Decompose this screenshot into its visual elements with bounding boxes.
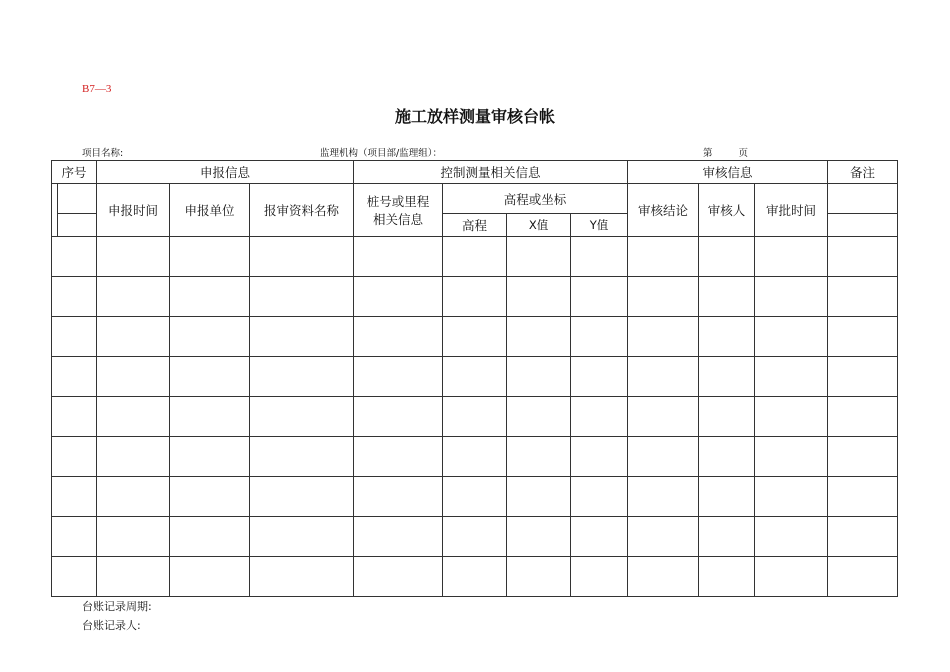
table-cell[interactable] bbox=[699, 237, 755, 277]
supervision-org-label: 监理机构（项目部/监理组）： bbox=[320, 148, 442, 159]
table-cell[interactable] bbox=[507, 477, 571, 517]
page-title: 施工放样测量审核台帐 bbox=[394, 107, 555, 126]
table-cell[interactable] bbox=[354, 517, 443, 557]
table-row bbox=[52, 517, 898, 557]
table-cell[interactable] bbox=[170, 557, 250, 597]
table-cell[interactable] bbox=[828, 237, 898, 277]
header-seq: 序号 bbox=[52, 161, 97, 184]
table-cell[interactable] bbox=[628, 557, 699, 597]
table-cell[interactable] bbox=[443, 397, 507, 437]
seq-sub-cell[interactable] bbox=[58, 184, 97, 214]
header-review-info: 审核信息 bbox=[628, 161, 828, 184]
table-cell[interactable] bbox=[443, 517, 507, 557]
table-cell[interactable] bbox=[507, 237, 571, 277]
table-cell[interactable] bbox=[443, 557, 507, 597]
table-cell[interactable] bbox=[52, 277, 97, 317]
col-x-value: X值 bbox=[507, 214, 571, 237]
table-cell[interactable] bbox=[755, 317, 828, 357]
table-cell[interactable] bbox=[507, 517, 571, 557]
table-cell[interactable] bbox=[571, 477, 628, 517]
table-cell[interactable] bbox=[443, 237, 507, 277]
table-cell[interactable] bbox=[250, 557, 354, 597]
table-cell[interactable] bbox=[755, 237, 828, 277]
table-cell[interactable] bbox=[828, 517, 898, 557]
table-cell[interactable] bbox=[354, 557, 443, 597]
table-cell[interactable] bbox=[755, 477, 828, 517]
table-row bbox=[52, 477, 898, 517]
table-cell[interactable] bbox=[354, 277, 443, 317]
table-cell[interactable] bbox=[52, 557, 97, 597]
col-conclusion: 审核结论 bbox=[628, 184, 699, 237]
table-cell[interactable] bbox=[507, 277, 571, 317]
table-cell[interactable] bbox=[52, 517, 97, 557]
table-cell[interactable] bbox=[571, 237, 628, 277]
col-elevation: 高程 bbox=[443, 214, 507, 237]
table-cell[interactable] bbox=[828, 437, 898, 477]
table-cell[interactable] bbox=[443, 357, 507, 397]
table-cell[interactable] bbox=[97, 277, 170, 317]
table-cell[interactable] bbox=[170, 357, 250, 397]
table-cell[interactable] bbox=[170, 277, 250, 317]
col-report-unit: 申报单位 bbox=[170, 184, 250, 237]
form-code: B7—3 bbox=[82, 83, 112, 95]
table-cell[interactable] bbox=[628, 277, 699, 317]
table-cell[interactable] bbox=[628, 517, 699, 557]
col-station-info bbox=[354, 184, 443, 237]
table-cell[interactable] bbox=[354, 397, 443, 437]
table-cell[interactable] bbox=[52, 237, 97, 277]
table-cell[interactable] bbox=[755, 437, 828, 477]
table-cell[interactable] bbox=[443, 317, 507, 357]
table-cell[interactable] bbox=[170, 477, 250, 517]
table-cell[interactable] bbox=[571, 397, 628, 437]
page-label-suffix: 页 bbox=[738, 148, 749, 159]
table-cell[interactable] bbox=[354, 237, 443, 277]
col-station-line1: 桩号或里程 bbox=[366, 194, 430, 209]
table-cell[interactable] bbox=[250, 517, 354, 557]
table-cell[interactable] bbox=[828, 557, 898, 597]
table-cell[interactable] bbox=[571, 357, 628, 397]
col-station-line2: 相关信息 bbox=[373, 212, 424, 227]
table-row bbox=[52, 237, 898, 277]
table-cell[interactable] bbox=[628, 437, 699, 477]
table-cell[interactable] bbox=[699, 437, 755, 477]
table-cell[interactable] bbox=[828, 477, 898, 517]
ledger-table bbox=[51, 160, 898, 597]
page-number-label bbox=[703, 145, 748, 159]
table-cell[interactable] bbox=[250, 437, 354, 477]
table-cell[interactable] bbox=[97, 477, 170, 517]
table-cell[interactable] bbox=[628, 357, 699, 397]
table-cell[interactable] bbox=[170, 517, 250, 557]
table-cell[interactable] bbox=[755, 557, 828, 597]
header-remarks: 备注 bbox=[828, 161, 898, 184]
table-cell[interactable] bbox=[699, 357, 755, 397]
project-name-label: 项目名称: bbox=[82, 148, 124, 159]
record-period-label: 台账记录周期: bbox=[82, 600, 152, 613]
header-survey-info: 控制测量相关信息 bbox=[354, 161, 628, 184]
table-cell[interactable] bbox=[250, 317, 354, 357]
table-cell[interactable] bbox=[507, 437, 571, 477]
table-row bbox=[52, 397, 898, 437]
table-cell[interactable] bbox=[443, 277, 507, 317]
seq-sub-cell-2[interactable] bbox=[58, 214, 97, 237]
col-report-time: 申报时间 bbox=[97, 184, 170, 237]
table-cell[interactable] bbox=[828, 397, 898, 437]
table-cell[interactable] bbox=[828, 357, 898, 397]
table-cell[interactable] bbox=[828, 317, 898, 357]
table-cell[interactable] bbox=[250, 277, 354, 317]
col-material-name: 报审资料名称 bbox=[250, 184, 354, 237]
table-cell[interactable] bbox=[571, 437, 628, 477]
header-report-info: 申报信息 bbox=[97, 161, 354, 184]
table-cell[interactable] bbox=[97, 357, 170, 397]
table-cell[interactable] bbox=[628, 317, 699, 357]
table-row bbox=[52, 437, 898, 477]
table-cell[interactable] bbox=[170, 437, 250, 477]
table-cell[interactable] bbox=[628, 237, 699, 277]
remarks-sub-cell-2[interactable] bbox=[828, 214, 898, 237]
table-cell[interactable] bbox=[170, 237, 250, 277]
table-cell[interactable] bbox=[755, 357, 828, 397]
table-cell[interactable] bbox=[354, 437, 443, 477]
table-cell[interactable] bbox=[699, 477, 755, 517]
table-row bbox=[52, 557, 898, 597]
table-cell[interactable] bbox=[507, 317, 571, 357]
col-reviewer: 审核人 bbox=[699, 184, 755, 237]
table-cell[interactable] bbox=[250, 237, 354, 277]
table-cell[interactable] bbox=[52, 477, 97, 517]
table-cell[interactable] bbox=[699, 277, 755, 317]
table-cell[interactable] bbox=[250, 397, 354, 437]
ledger-body bbox=[52, 237, 898, 597]
table-cell[interactable] bbox=[571, 517, 628, 557]
table-cell[interactable] bbox=[828, 277, 898, 317]
table-cell[interactable] bbox=[97, 397, 170, 437]
table-cell[interactable] bbox=[507, 357, 571, 397]
table-cell[interactable] bbox=[443, 477, 507, 517]
table-cell[interactable] bbox=[250, 357, 354, 397]
table-cell[interactable] bbox=[699, 517, 755, 557]
table-cell[interactable] bbox=[699, 397, 755, 437]
table-cell[interactable] bbox=[250, 477, 354, 517]
table-cell[interactable] bbox=[52, 437, 97, 477]
table-cell[interactable] bbox=[52, 397, 97, 437]
table-cell[interactable] bbox=[699, 557, 755, 597]
table-row bbox=[52, 317, 898, 357]
table-cell[interactable] bbox=[507, 557, 571, 597]
table-cell[interactable] bbox=[52, 357, 97, 397]
table-cell[interactable] bbox=[571, 317, 628, 357]
table-row bbox=[52, 277, 898, 317]
table-cell[interactable] bbox=[52, 317, 97, 357]
table-cell[interactable] bbox=[354, 477, 443, 517]
table-cell[interactable] bbox=[97, 557, 170, 597]
table-cell[interactable] bbox=[755, 277, 828, 317]
table-cell[interactable] bbox=[97, 517, 170, 557]
col-y-value: Y值 bbox=[571, 214, 628, 237]
table-cell[interactable] bbox=[507, 397, 571, 437]
table-cell[interactable] bbox=[170, 317, 250, 357]
table-cell[interactable] bbox=[755, 397, 828, 437]
table-cell[interactable] bbox=[628, 397, 699, 437]
table-cell[interactable] bbox=[97, 437, 170, 477]
table-cell[interactable] bbox=[170, 397, 250, 437]
table-cell[interactable] bbox=[571, 557, 628, 597]
table-cell[interactable] bbox=[97, 317, 170, 357]
recorder-label: 台账记录人: bbox=[82, 619, 141, 632]
table-cell[interactable] bbox=[699, 317, 755, 357]
table-cell[interactable] bbox=[443, 437, 507, 477]
table-cell[interactable] bbox=[571, 277, 628, 317]
table-cell[interactable] bbox=[354, 357, 443, 397]
table-cell[interactable] bbox=[354, 317, 443, 357]
page-label-prefix: 第 bbox=[703, 148, 713, 159]
table-cell[interactable] bbox=[628, 477, 699, 517]
col-approve-time: 审批时间 bbox=[755, 184, 828, 237]
table-cell[interactable] bbox=[97, 237, 170, 277]
remarks-sub-cell[interactable] bbox=[828, 184, 898, 214]
table-row bbox=[52, 357, 898, 397]
table-cell[interactable] bbox=[755, 517, 828, 557]
col-elev-coord: 高程或坐标 bbox=[443, 184, 628, 214]
